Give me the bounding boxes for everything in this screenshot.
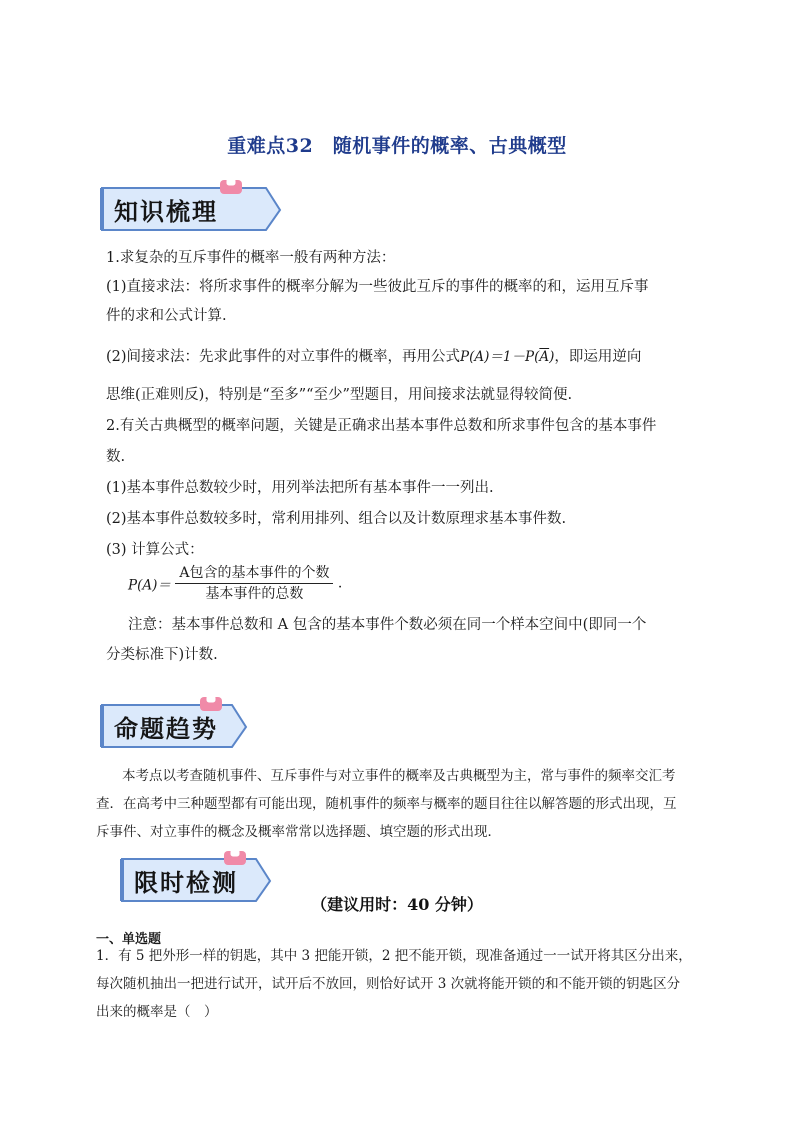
note-line-2: 分类标准下)计数.	[106, 647, 218, 663]
knowledge-line-9: (2)基本事件总数较多时，常利用排列、组合以及计数原理求基本事件数.	[106, 511, 567, 527]
banner-label: 命题趋势	[114, 714, 218, 743]
knowledge-line-4	[106, 344, 641, 370]
banner-label: 限时检测	[134, 868, 238, 897]
knowledge-line-4-text: (2)间接求法：先求此事件的对立事件的概率，再用公式	[106, 349, 461, 365]
suggested-time: （建议用时：40 分钟）	[311, 895, 483, 914]
formula-var: $\overline{A}$	[539, 349, 550, 365]
trend-line-3: 斥事件、对立事件的概念及概率常常以选择题、填空题的形式出现．	[96, 824, 501, 840]
knowledge-line-4-end: ，即运用逆向	[554, 349, 642, 365]
formula-fraction	[175, 563, 333, 604]
formula-end: .	[337, 575, 343, 592]
formula-right: )	[549, 349, 555, 365]
trend-line-1: 本考点以考查随机事件、互斥事件与对立事件的概率及古典概型为主，常与事件的频率交汇考	[122, 768, 676, 784]
knowledge-line-6: 2.有关古典概型的概率问题，关键是正确求出基本事件总数和所求事件包含的基本事件	[106, 418, 657, 434]
section-heading: 一、单选题	[96, 932, 162, 947]
knowledge-line-10: (3) 计算公式：	[106, 542, 204, 558]
formula-numerator: A包含的基本事件的个数	[175, 563, 333, 584]
knowledge-line-5: 思维(正难则反)，特别是“至多”“至少”型题目，用间接求法就显得较简便.	[106, 387, 573, 403]
probability-formula	[128, 563, 342, 604]
banner-label: 知识梳理	[114, 197, 218, 226]
note-line-1: 注意：基本事件总数和 A 包含的基本事件个数必须在同一个样本空间中(即同一个	[128, 617, 647, 633]
trend-line-2: 查．在高考中三种题型都有可能出现，随机事件的频率与概率的题目往往以解答题的形式出现，互	[96, 796, 677, 812]
question-1-line-2: 每次随机抽出一把进行试开，试开后不放回，则恰好试开 3 次就将能开锁的和不能开锁的钥匙区分	[96, 976, 681, 992]
page-title: 重难点32 随机事件的概率、古典概型	[227, 135, 567, 157]
knowledge-banner	[96, 180, 286, 236]
trend-banner	[96, 697, 286, 753]
knowledge-line-3: 件的求和公式计算.	[106, 308, 227, 324]
knowledge-line-7: 数.	[106, 449, 126, 465]
question-1-line-1: 1．有 5 把外形一样的钥匙，其中 3 把能开锁，2 把不能开锁，现准备通过一一试开将其区分出来，	[96, 948, 692, 964]
knowledge-line-8: (1)基本事件总数较少时，用列举法把所有基本事件一一列出.	[106, 480, 494, 496]
formula-left: P(A)＝1－P(	[460, 349, 540, 365]
question-1-line-3: 出来的概率是（ ）	[96, 1004, 218, 1020]
complement-formula	[460, 349, 554, 365]
formula-denominator: 基本事件的总数	[205, 586, 304, 602]
formula-lhs: P(A)＝	[128, 577, 171, 594]
knowledge-line-1: 1.求复杂的互斥事件的概率一般有两种方法：	[106, 250, 396, 266]
knowledge-line-2: (1)直接求法：将所求事件的概率分解为一些彼此互斥的事件的概率的和，运用互斥事	[106, 279, 649, 295]
